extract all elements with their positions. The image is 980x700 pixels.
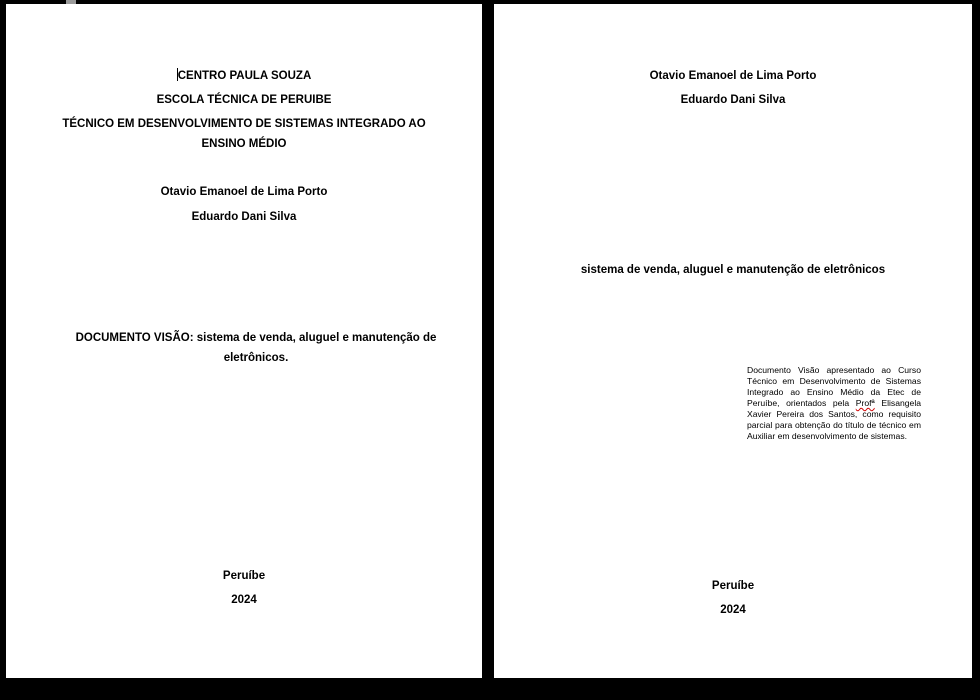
- project-title: sistema de venda, aluguel e manutenção de eletrônicos: [580, 264, 886, 276]
- institution-heading: [6, 66, 482, 86]
- year-label: 2024: [231, 594, 257, 606]
- document-title: DOCUMENTO VISÃO: sistema de venda, aluguel e manutenção de eletrônicos.: [75, 332, 437, 364]
- course-heading-line1: TÉCNICO EM DESENVOLVIMENTO DE SISTEMAS INTEGRADO AO: [62, 118, 426, 130]
- description-text: Elisangela Xavier Pereira dos Santos, como requisito parcial para obtenção do título de técnico em Auxiliar em desenvolvimento de sistemas.: [747, 398, 922, 441]
- description-text: Documento Visão apresentado ao Curso Técnico em Desenvolvimento de Sistemas Integrado ao Ensino Médio da Etec de Peruíbe, orientados pela: [747, 365, 921, 408]
- year-label: 2024: [720, 604, 746, 616]
- author-name: Otavio Emanoel de Lima Porto: [160, 186, 328, 198]
- page-title-sheet[interactable]: [494, 4, 972, 678]
- city-label: Peruíbe: [222, 570, 266, 582]
- city-label: Peruíbe: [711, 580, 755, 592]
- author-name: Otavio Emanoel de Lima Porto: [649, 70, 817, 82]
- spellcheck-word[interactable]: Profª: [855, 398, 875, 408]
- institution-text: CENTRO PAULA SOUZA: [177, 70, 312, 82]
- course-heading-line2: ENSINO MÉDIO: [201, 138, 287, 150]
- page-cover[interactable]: [6, 4, 482, 678]
- author-name: Eduardo Dani Silva: [680, 94, 786, 106]
- school-heading: ESCOLA TÉCNICA DE PERUIBE: [156, 94, 332, 106]
- description-paragraph: [747, 365, 921, 442]
- author-name: Eduardo Dani Silva: [191, 211, 297, 223]
